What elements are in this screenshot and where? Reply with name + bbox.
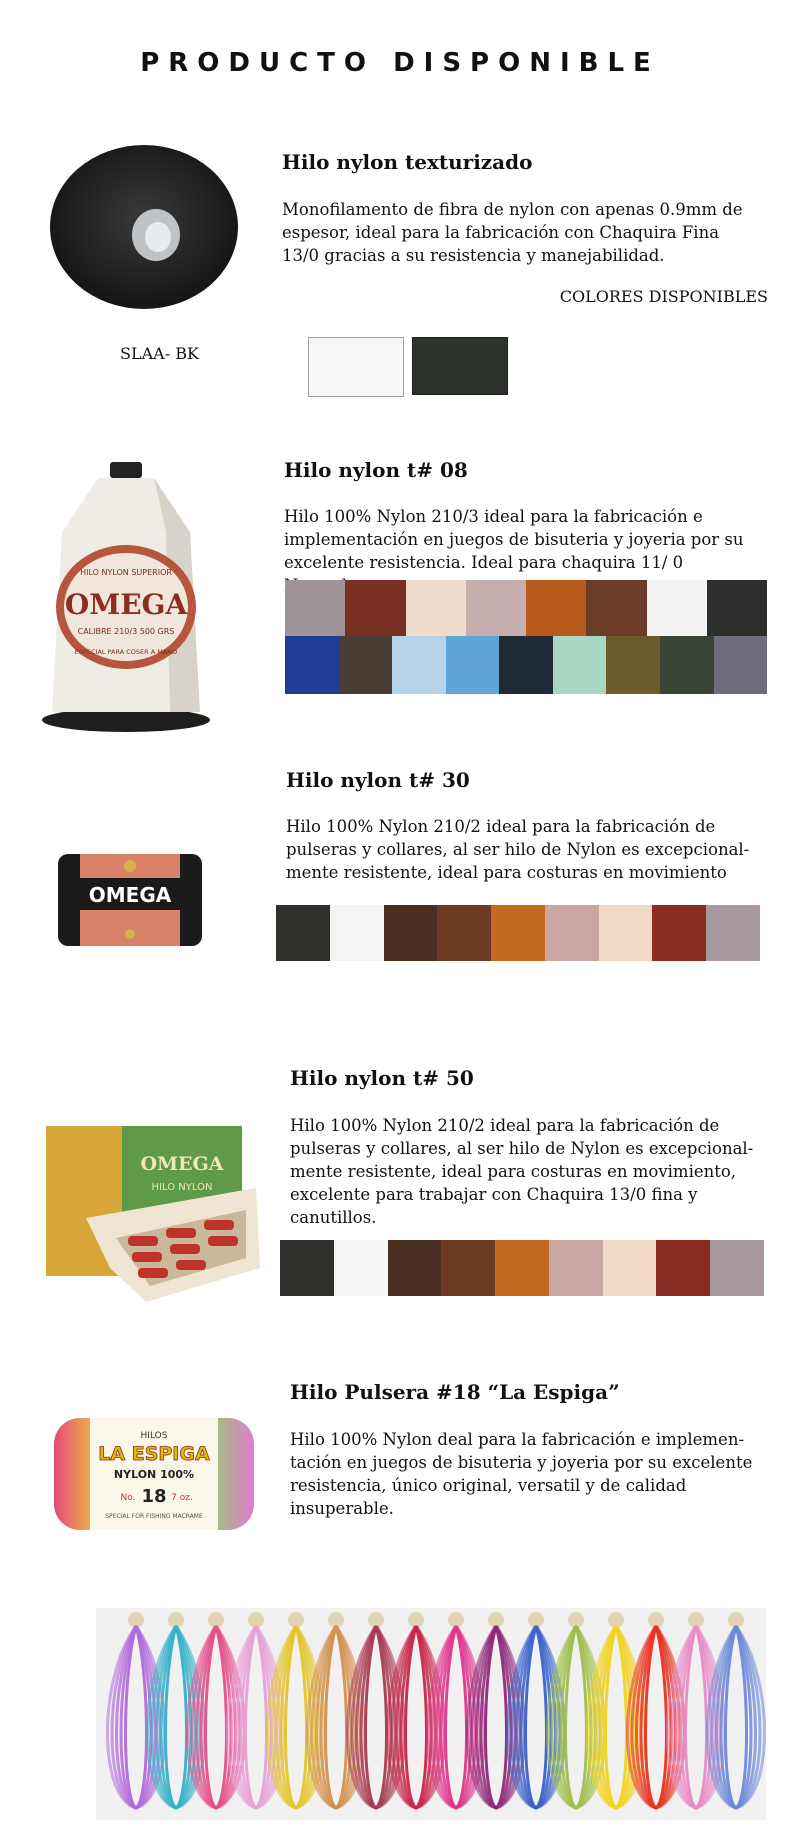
brand-logo-text: OMEGA [64, 588, 188, 621]
label-number-text: 18 [141, 1486, 167, 1507]
product-title: Hilo nylon t# 30 [286, 768, 470, 792]
product-box-image [46, 1118, 260, 1304]
label-no-text: No. [120, 1493, 136, 1503]
color-swatch-strip [280, 1240, 764, 1296]
color-swatch [276, 905, 330, 961]
product-title: Hilo Pulsera #18 “La Espiga” [290, 1380, 620, 1404]
thread-skein [708, 1612, 765, 1808]
color-swatch [526, 580, 586, 636]
product-description: Hilo 100% Nylon 210/2 ideal para la fabricación de pulseras y collares, al ser hilo de Nylon es excepcional-mente resistente, ideal para costuras en movimiento, excelente para trabajar con Chaquira 13/0 fina y canutillos. [290, 1116, 754, 1227]
product-title: Hilo nylon t# 50 [290, 1066, 474, 1090]
label-caliber-text: CALIBRE 210/3 500 GRS [77, 627, 175, 636]
product-title: Hilo nylon t# 08 [284, 458, 468, 482]
product-spool-image [50, 848, 210, 952]
color-swatch [437, 905, 491, 961]
brand-logo-text: OMEGA [88, 883, 172, 907]
color-swatch [499, 636, 553, 694]
label-nylon-text: NYLON 100% [113, 1468, 195, 1481]
product-description: Monofilamento de fibra de nylon con apenas 0.9mm de espesor, ideal para la fabricación con Chaquira Fina 13/0 gracias a su resistencia y manejabilidad. [282, 200, 743, 265]
color-swatch [586, 580, 646, 636]
colors-available-label: COLORES DISPONIBLES [559, 287, 768, 306]
label-weight-text: 7 oz. [171, 1493, 193, 1503]
color-swatch-grid [285, 580, 767, 694]
label-bottom-text: ESPECIAL PARA COSER A MANO [74, 648, 178, 656]
color-swatch [495, 1240, 549, 1296]
product-description: Hilo 100% Nylon 210/2 ideal para la fabricación de pulseras y collares, al ser hilo de Nylon es excepcional-mente resistente, ideal para costuras en movimiento [286, 817, 750, 882]
color-swatch [647, 580, 707, 636]
color-swatch [285, 580, 345, 636]
color-swatch [549, 1240, 603, 1296]
color-swatch [384, 905, 438, 961]
color-swatch [280, 1240, 334, 1296]
product-description: Hilo 100% Nylon 210/3 ideal para la fabricación e implementación en juegos de bisuteria y joyeria por su excelente resistencia. Ideal para chaquira 11/ 0 [284, 507, 744, 572]
color-swatch [545, 905, 599, 961]
color-swatch [714, 636, 768, 694]
product-description: Hilo 100% Nylon deal para la fabricación e implemen-tación en juegos de bisuteria y joyeria por su excelente resistencia, único original, versatil y de calidad insuperable. [290, 1430, 753, 1518]
brand-logo-text: OMEGA [140, 1153, 224, 1175]
color-swatch-white [308, 337, 404, 397]
color-swatch [599, 905, 653, 961]
color-swatch [660, 636, 714, 694]
bracelet-thread-skeins-image [96, 1608, 766, 1820]
color-swatch [392, 636, 446, 694]
page-title: PRODUCTO DISPONIBLE [140, 48, 660, 78]
color-swatch [345, 580, 405, 636]
label-sub-text: HILO NYLON [151, 1182, 213, 1193]
product-code: SLAA- BK [120, 344, 199, 363]
product-spool-image [46, 135, 242, 315]
color-swatch [707, 580, 767, 636]
color-swatch [491, 905, 545, 961]
product-spool-image [50, 1408, 258, 1538]
color-swatch [441, 1240, 495, 1296]
color-swatch [406, 580, 466, 636]
color-swatch [466, 580, 526, 636]
color-swatch [710, 1240, 764, 1296]
color-swatch-black [412, 337, 508, 395]
color-swatch [388, 1240, 442, 1296]
color-swatch [330, 905, 384, 961]
label-use-text: SPECIAL FOR FISHING MACRAME [105, 1513, 203, 1520]
color-swatch [603, 1240, 657, 1296]
color-swatch [339, 636, 393, 694]
label-top-text: HILO NYLON SUPERIOR [80, 568, 172, 577]
label-brand-text: HILOS [140, 1431, 168, 1441]
label-name-text: LA ESPIGA [98, 1443, 210, 1465]
color-swatch [334, 1240, 388, 1296]
color-swatch [553, 636, 607, 694]
color-swatch [706, 905, 760, 961]
color-swatch [652, 905, 706, 961]
product-spool-image [40, 462, 212, 734]
color-swatch [656, 1240, 710, 1296]
color-swatch [446, 636, 500, 694]
color-swatch [606, 636, 660, 694]
product-title: Hilo nylon texturizado [282, 150, 533, 174]
color-swatch-strip [276, 905, 760, 961]
color-swatch [285, 636, 339, 694]
